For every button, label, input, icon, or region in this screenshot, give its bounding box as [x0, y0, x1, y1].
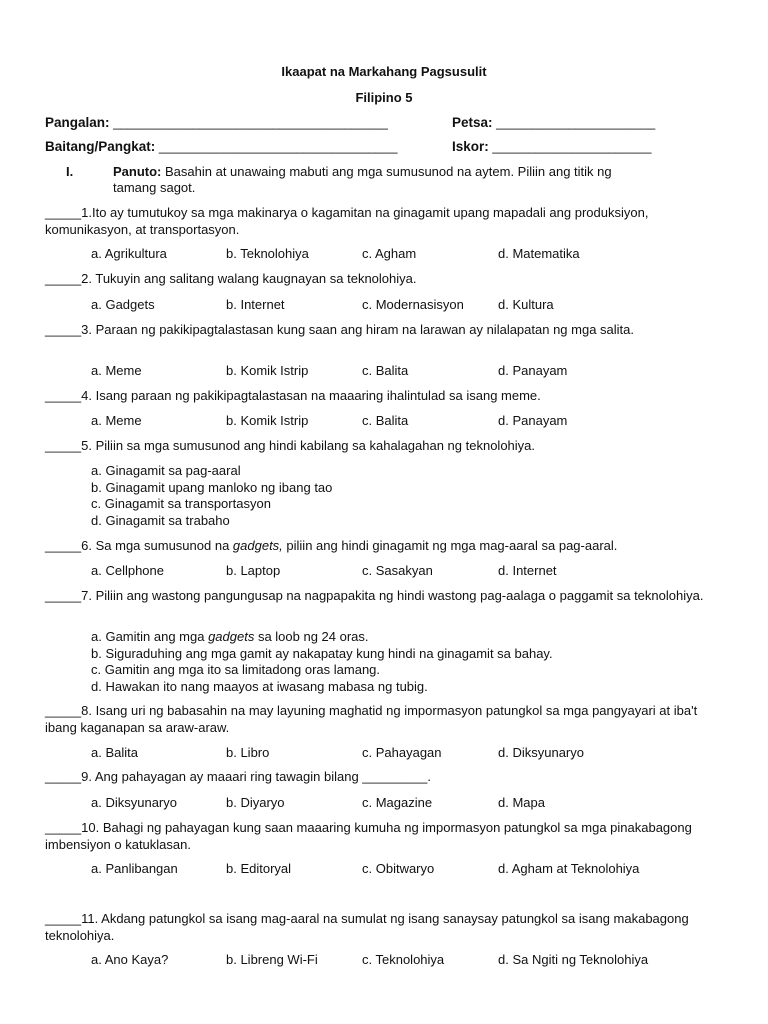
q10-option-a[interactable]: a. Panlibangan [91, 861, 178, 876]
q9-option-b[interactable]: b. Diyaryo [226, 795, 285, 810]
q4-option-a[interactable]: a. Meme [91, 413, 142, 428]
q9-option-c[interactable]: c. Magazine [362, 795, 433, 810]
name-field[interactable] [45, 115, 388, 130]
question-10: _____10. Bahagi ng pahayagan kung saan maaaring kumuha ng impormasyon patungkol sa mga pinakabagong imbensiyon o katuklasan. [45, 820, 692, 852]
score-label: Iskor: [452, 139, 489, 154]
q6-option-d[interactable]: d. Internet [498, 563, 557, 578]
q8-option-c[interactable]: c. Pahayagan [362, 745, 442, 760]
question-4: _____4. Isang paraan ng pakikipagtalastasan na maaaring ihalintulad sa isang meme. [45, 388, 541, 403]
q11-option-c[interactable]: c. Teknolohiya [362, 952, 445, 967]
grade-blank[interactable]: _________________________________ [158, 139, 398, 154]
q2-option-a[interactable]: a. Gadgets [91, 297, 155, 312]
q4-option-c[interactable]: c. Balita [362, 413, 409, 428]
q1-option-a[interactable]: a. Agrikultura [91, 246, 167, 261]
instructions-text: Basahin at unawaing mabuti ang mga sumusunod na aytem. Piliin ang titik ng [161, 164, 612, 179]
q9-option-d[interactable]: d. Mapa [498, 795, 545, 810]
q8-option-d[interactable]: d. Diksyunaryo [498, 745, 584, 760]
exam-subject: Filipino 5 [355, 90, 413, 105]
q3-option-c[interactable]: c. Balita [362, 363, 409, 378]
q8-option-a[interactable]: a. Balita [91, 745, 138, 760]
q6-option-c[interactable]: c. Sasakyan [362, 563, 433, 578]
q2-option-d[interactable]: d. Kultura [498, 297, 554, 312]
instructions-line1 [113, 164, 612, 179]
question-6-em: gadgets, [232, 538, 283, 553]
q11-option-d[interactable]: d. Sa Ngiti ng Teknolohiya [498, 952, 649, 967]
q7-option-a-pre: a. Gamitin ang mga [91, 629, 209, 644]
question-9: _____9. Ang pahayagan ay maaari ring tawagin bilang _________. [45, 769, 431, 784]
question-8: _____8. Isang uri ng babasahin na may layuning maghatid ng impormasyon patungkol sa mga pangyayari at iba't ibang kaganapan sa araw-araw. [45, 703, 698, 735]
q7-option-c[interactable]: c. Gamitin ang mga ito sa limitadong oras lamang. [91, 662, 381, 677]
q10-option-c[interactable]: c. Obitwaryo [362, 861, 435, 876]
question-7: _____7. Piliin ang wastong pangungusap na nagpapakita ng hindi wastong pag-aalaga o paggamit sa teknolohiya. [45, 588, 704, 603]
q10-option-b[interactable]: b. Editoryal [226, 861, 292, 876]
name-blank[interactable]: ______________________________________ [113, 115, 388, 130]
exam-title: Ikaapat na Markahang Pagsusulit [281, 64, 487, 79]
question-11: _____11. Akdang patungkol sa isang mag-aaral na sumulat ng isang sanaysay patungkol sa isang makabagong teknolohiya. [45, 911, 689, 943]
question-6 [45, 538, 725, 555]
q1-option-d[interactable]: d. Matematika [498, 246, 580, 261]
q11-option-b[interactable]: b. Libreng Wi-Fi [226, 952, 318, 967]
q2-option-c[interactable]: c. Modernasisyon [362, 297, 464, 312]
question-5: _____5. Piliin sa mga sumusunod ang hindi kabilang sa kahalagahan ng teknolohiya. [45, 438, 536, 453]
q1-option-b[interactable]: b. Teknolohiya [226, 246, 309, 261]
date-label: Petsa: [452, 115, 493, 130]
q5-option-a[interactable]: a. Ginagamit sa pag-aaral [91, 463, 241, 478]
q7-option-b[interactable]: b. Siguraduhing ang mga gamit ay nakapatay kung hindi na ginagamit sa bahay. [91, 646, 553, 661]
question-6-post: piliin ang hindi ginagamit ng mga mag-aaral sa pag-aaral. [282, 538, 618, 553]
q6-option-a[interactable]: a. Cellphone [91, 563, 164, 578]
q5-option-b[interactable]: b. Ginagamit upang manloko ng ibang tao [91, 480, 333, 495]
q3-option-a[interactable]: a. Meme [91, 363, 142, 378]
q8-option-b[interactable]: b. Libro [226, 745, 270, 760]
date-field[interactable] [452, 115, 655, 130]
question-2: _____2. Tukuyin ang salitang walang kaugnayan sa teknolohiya. [45, 271, 417, 286]
q7-option-a[interactable] [91, 629, 369, 644]
q3-option-d[interactable]: d. Panayam [498, 363, 568, 378]
q2-option-b[interactable]: b. Internet [226, 297, 285, 312]
date-blank[interactable]: ______________________ [496, 115, 656, 130]
q11-option-a[interactable]: a. Ano Kaya? [91, 952, 169, 967]
q4-option-b[interactable]: b. Komik Istrip [226, 413, 309, 428]
q7-option-a-em: gadgets [208, 629, 255, 644]
grade-field[interactable] [45, 139, 398, 154]
q3-option-b[interactable]: b. Komik Istrip [226, 363, 309, 378]
q9-option-a[interactable]: a. Diksyunaryo [91, 795, 177, 810]
q4-option-d[interactable]: d. Panayam [498, 413, 568, 428]
score-blank[interactable]: ______________________ [492, 139, 652, 154]
instructions-line2: tamang sagot. [113, 180, 196, 195]
question-1: _____1.Ito ay tumutukoy sa mga makinarya o kagamitan na ginagamit upang mapadali ang produksiyon, komunikasyon, at transportasyon. [45, 205, 649, 237]
score-field[interactable] [452, 139, 651, 154]
question-6-pre: _____6. Sa mga sumusunod na [45, 538, 233, 553]
q7-option-a-post: sa loob ng 24 oras. [254, 629, 369, 644]
q5-option-c[interactable]: c. Ginagamit sa transportasyon [91, 496, 271, 511]
instructions-label: Panuto: [113, 164, 162, 179]
q6-option-b[interactable]: b. Laptop [226, 563, 281, 578]
question-3: _____3. Paraan ng pakikipagtalastasan kung saan ang hiram na larawan ay nilalapatan ng mga salita. [45, 322, 635, 337]
grade-label: Baitang/Pangkat: [45, 139, 156, 154]
q5-option-d[interactable]: d. Ginagamit sa trabaho [91, 513, 230, 528]
name-label: Pangalan: [45, 115, 110, 130]
q7-option-d[interactable]: d. Hawakan ito nang maayos at iwasang mabasa ng tubig. [91, 679, 428, 694]
q10-option-d[interactable]: d. Agham at Teknolohiya [498, 861, 640, 876]
q1-option-c[interactable]: c. Agham [362, 246, 417, 261]
section-number: I. [66, 164, 74, 179]
